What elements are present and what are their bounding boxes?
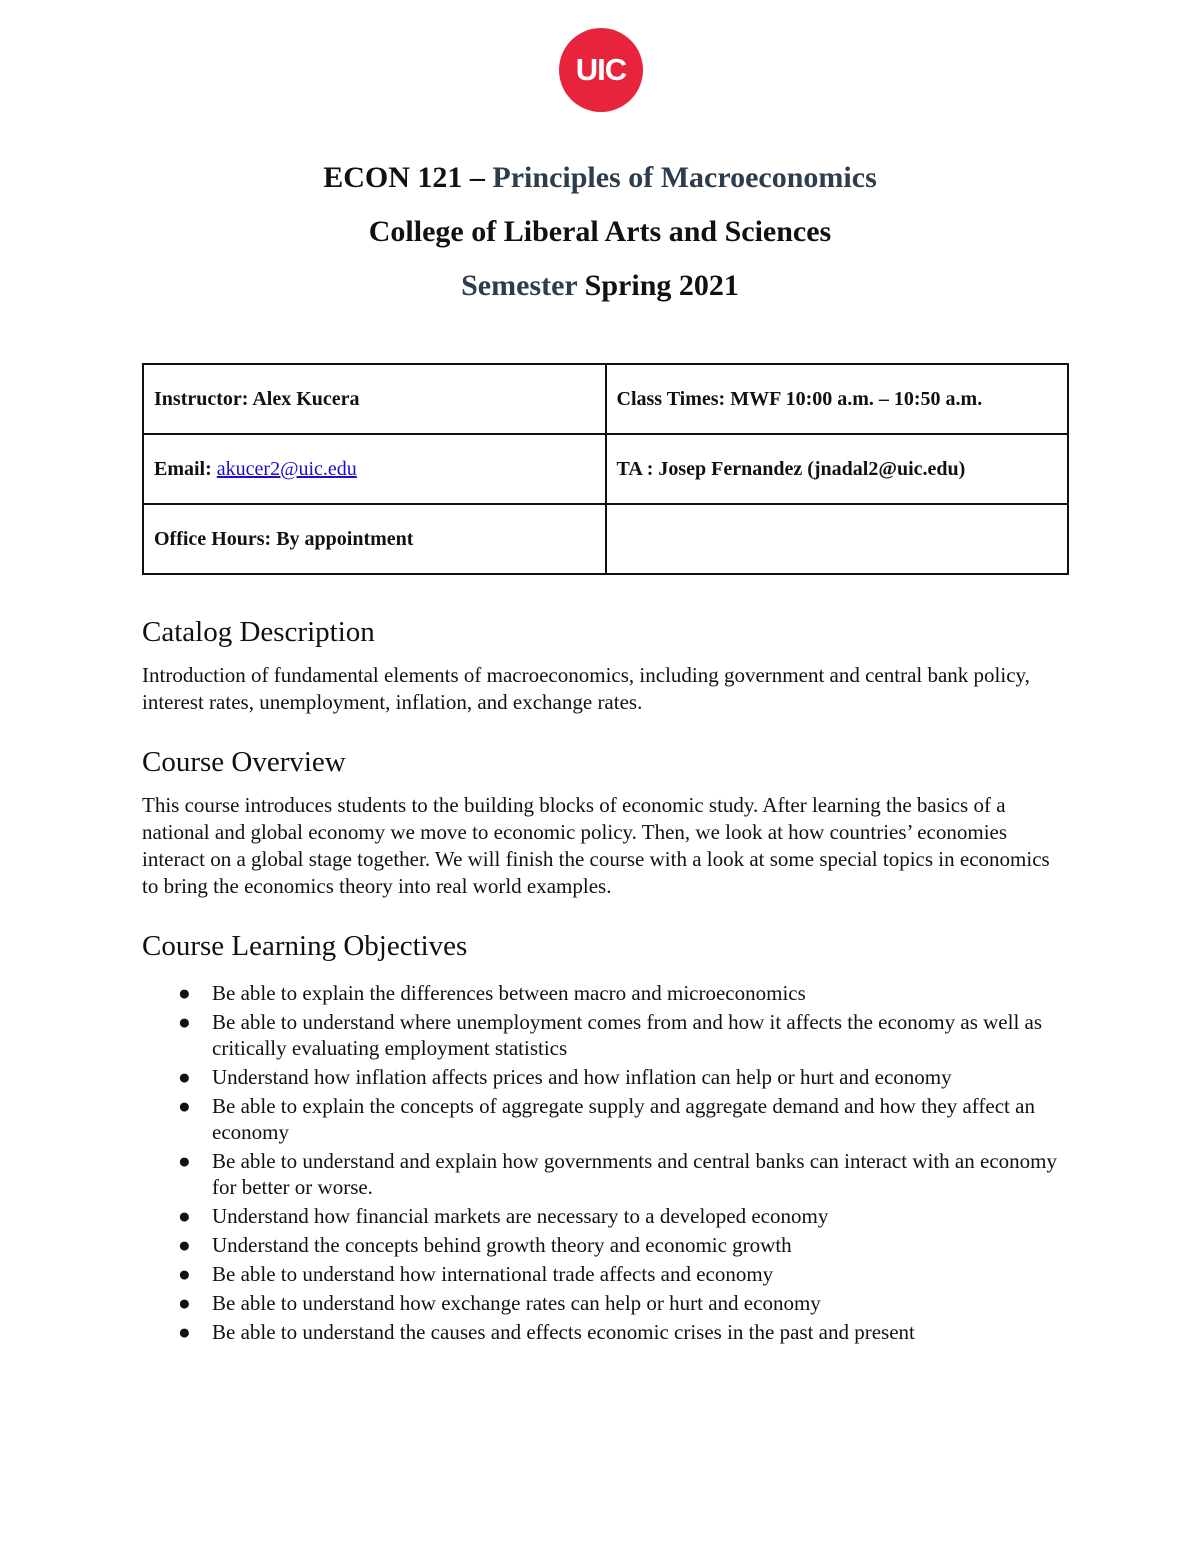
main-content [142,612,1062,1348]
bullet-icon: ● [178,1204,191,1228]
bullet-icon: ● [178,1149,191,1173]
catalog-heading: Catalog Description [142,616,375,648]
bullet-icon: ● [178,1094,191,1118]
list-item: ● Be able to understand how international trade affects and economy [178,1262,774,1286]
bullet-icon: ● [178,1262,191,1286]
list-item: ● Understand how inflation affects prices and how inflation can help or hurt and economy [178,1065,952,1089]
uic-logo [559,28,643,112]
list-item: ● Understand how financial markets are necessary to a developed economy [178,1204,829,1228]
bullet-icon: ● [178,981,191,1005]
office-hours-cell: Office Hours: By appointment [143,504,606,574]
catalog-body: Introduction of fundamental elements of macroeconomics, including government and central bank policy, interest rates, unemployment, inflation, and exchange rates. [142,663,1030,714]
list-item: ● Be able to explain the differences between macro and microeconomics [178,981,806,1005]
course-info-table [142,363,1069,575]
list-item: ● Understand the concepts behind growth theory and economic growth [178,1233,792,1257]
list-item: ● Be able to understand how exchange rates can help or hurt and economy [178,1291,821,1315]
document-header [0,158,1200,320]
email-link[interactable]: akucer2@uic.edu [216,457,357,480]
bullet-icon: ● [178,1291,191,1315]
list-item: ● Be able to understand where unemployment comes from and how it affects the economy as well as critically evaluating employment statistics [178,1010,1043,1060]
overview-body: This course introduces students to the building blocks of economic study. After learning the basics of a national and global economy we move to economic policy. Then, we look at how countries’ economies interact on a global stage together. We will finish the course with a look at some special topics in economics to bring the economics theory into real world examples. [142,793,1050,898]
list-item: ● Be able to understand the causes and effects economic crises in the past and present [178,1320,915,1344]
college-title: College of Liberal Arts and Sciences [368,215,832,248]
objectives-heading: Course Learning Objectives [142,930,468,962]
email-cell: Email: akucer2@uic.edu [143,434,606,504]
empty-cell [606,504,1069,574]
list-item: ● Be able to understand and explain how governments and central banks can interact with an economy for better or worse. [178,1149,1057,1199]
class-times-cell: Class Times: MWF 10:00 a.m. – 10:50 a.m. [606,364,1069,434]
logo-text: UIC [575,52,627,87]
bullet-icon: ● [178,1010,191,1034]
instructor-cell: Instructor: Alex Kucera [143,364,606,434]
list-item: ● Be able to explain the concepts of aggregate supply and aggregate demand and how they affect an economy [178,1094,1035,1144]
overview-heading: Course Overview [142,746,346,778]
bullet-icon: ● [178,1065,191,1089]
bullet-icon: ● [178,1320,191,1344]
course-title: ECON 121 – Principles of Macroeconomics [323,161,877,194]
objectives-list [142,980,1062,1345]
semester-title: Semester Spring 2021 [461,269,739,302]
bullet-icon: ● [178,1233,191,1257]
ta-cell: TA : Josep Fernandez (jnadal2@uic.edu) [606,434,1069,504]
